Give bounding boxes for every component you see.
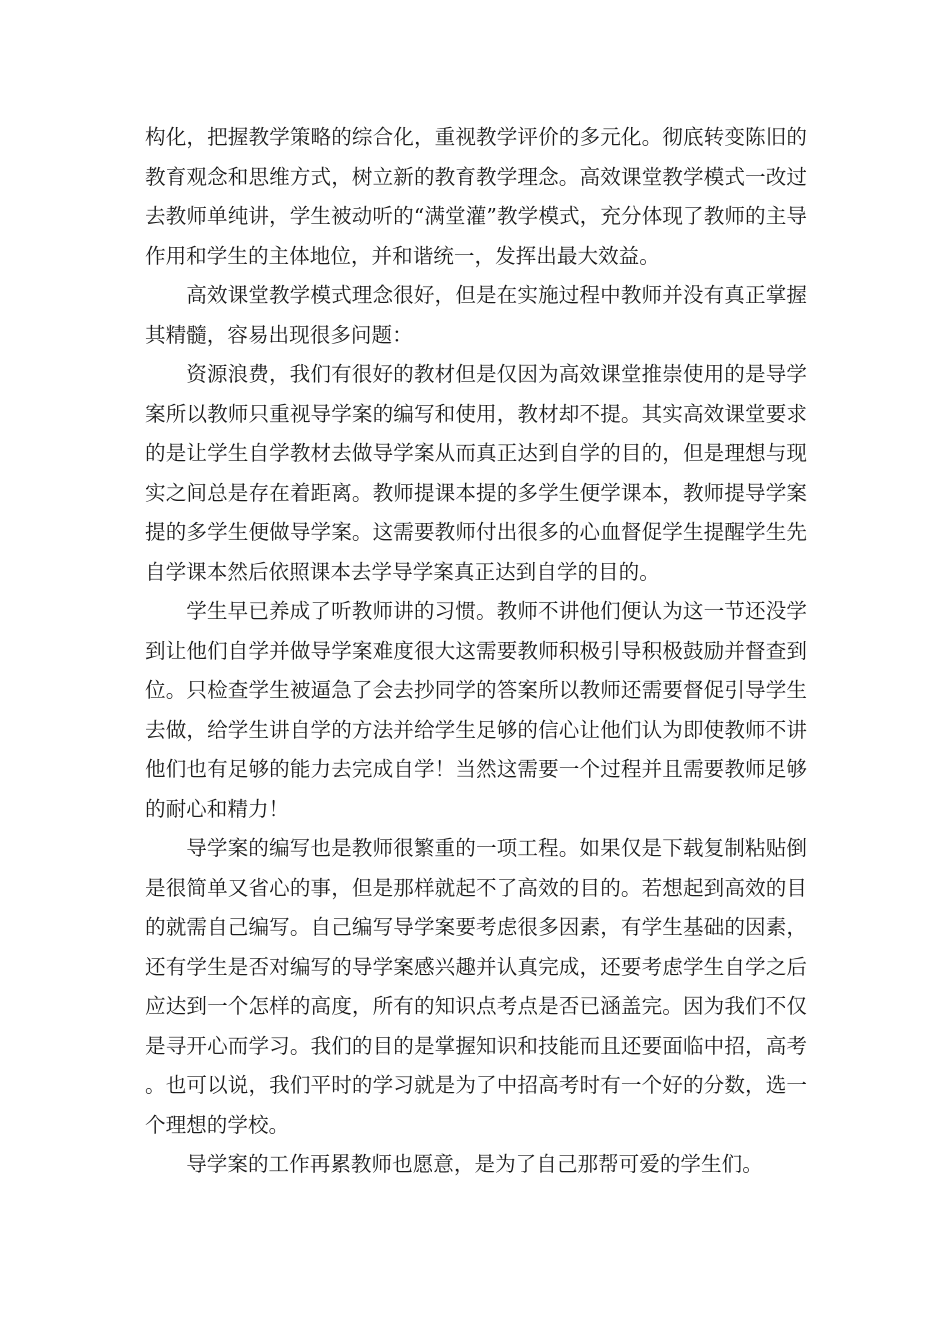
paragraph-1: 构化，把握教学策略的综合化，重视教学评价的多元化。彻底转变陈旧的教育观念和思维方式，树立新的教育教学理念。高效课堂教学模式一改过去教师单纯讲，学生被动听的“满堂灌”教学模式，充分体现了教师的主导作用和学生的主体地位，并和谐统一，发挥出最大效益。 bbox=[145, 125, 807, 268]
paragraph-4: 学生早已养成了听教师讲的习惯。教师不讲他们便认为这一节还没学到让他们自学并做导学案难度很大这需要教师积极引导积极鼓励并督查到位。只检查学生被逼急了会去抄同学的答案所以教师还需要督促引导学生去做，给学生讲自学的方法并给学生足够的信心让他们认为即使教师不讲他们也有足够的能力去完成自学！当然这需要一个过程并且需要教师足够的耐心和精力！ bbox=[145, 599, 807, 821]
document-page bbox=[145, 118, 807, 1185]
paragraph-2: 高效课堂教学模式理念很好，但是在实施过程中教师并没有真正掌握其精髓，容易出现很多问题： bbox=[145, 283, 807, 347]
paragraph-6: 导学案的工作再累教师也愿意，是为了自己那帮可爱的学生们。 bbox=[186, 1152, 763, 1176]
paragraph-5: 导学案的编写也是教师很繁重的一项工程。如果仅是下载复制粘贴倒是很简单又省心的事，但是那样就起不了高效的目的。若想起到高效的目的就需自己编写。自己编写导学案要考虑很多因素，有学生基础的因素，还有学生是否对编写的导学案感兴趣并认真完成，还要考虑学生自学之后应达到一个怎样的高度，所有的知识点考点是否已涵盖完。因为我们不仅是寻开心而学习。我们的目的是掌握知识和技能而且还要面临中招，高考。也可以说，我们平时的学习就是为了中招高考时有一个好的分数，选一个理想的学校。 bbox=[145, 836, 807, 1137]
paragraph-3: 资源浪费，我们有很好的教材但是仅因为高效课堂推崇使用的是导学案所以教师只重视导学案的编写和使用，教材却不提。其实高效课堂要求的是让学生自学教材去做导学案从而真正达到自学的目的，但是理想与现实之间总是存在着距离。教师提课本提的多学生便学课本，教师提导学案提的多学生便做导学案。这需要教师付出很多的心血督促学生提醒学生先自学课本然后依照课本去学导学案真正达到自学的目的。 bbox=[145, 362, 807, 584]
